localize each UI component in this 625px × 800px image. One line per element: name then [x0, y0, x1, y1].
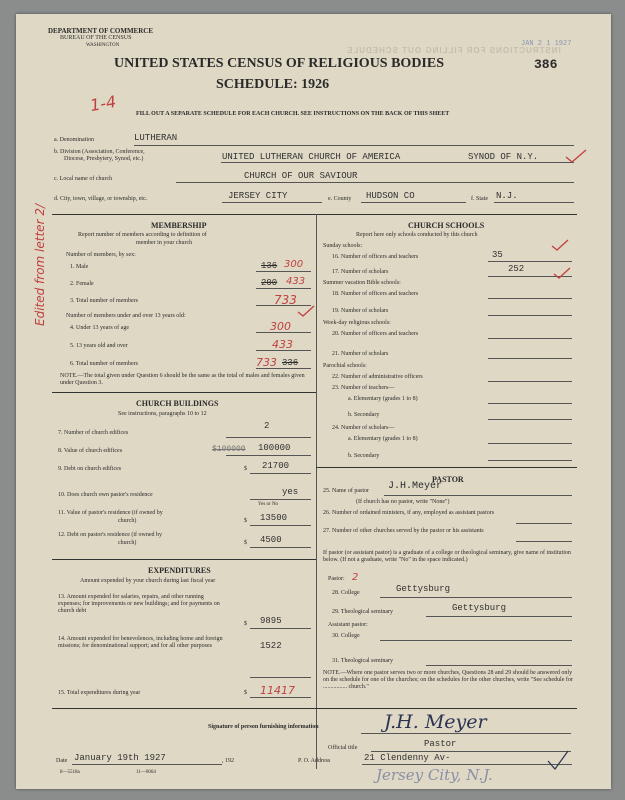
q13-dollar: $ [244, 621, 247, 627]
q18-label: 18. Number of officers and teachers [332, 291, 419, 297]
q29-label: 29. Theological seminary [332, 609, 394, 615]
q25-label: 25. Name of pastor [323, 488, 369, 494]
city-label: d. City, town, village, or township, etc. [54, 196, 148, 202]
pastor-sub-label: Pastor: [328, 576, 345, 582]
division-label: b. Division (Association, Conference, [54, 149, 145, 155]
county-label: e. County [328, 196, 352, 202]
q14-label: 14. Amount expended for benevolences, including home and foreign missions; for denominational support; and for all other purposes [58, 636, 223, 649]
q1-corrected: 300 [284, 259, 304, 270]
doc-number: 386 [534, 57, 558, 72]
schools-intro: Report here only schools conducted by this church [356, 232, 478, 238]
q13-label: 13. Amount expended for salaries, repairs, and other running expenses; for improvements or new buildings; and for payments on church debt [58, 594, 220, 614]
q6-label: 6. Total number of members [70, 361, 138, 367]
schedule-title: SCHEDULE: 1926 [216, 77, 330, 92]
membership-intro: Report number of members according to definition of [78, 232, 207, 238]
q31-label: 31. Theological seminary [332, 658, 394, 664]
q12-value: 4500 [260, 535, 282, 545]
q10-value: yes [282, 487, 299, 497]
margin-mark: 1-4 [88, 91, 118, 116]
state-value: N.J. [496, 191, 518, 201]
q23b-label: b. Secondary [348, 412, 380, 418]
q9-dollar: $ [244, 466, 247, 472]
assistant-pastor-label: Assistant pastor: [328, 622, 368, 628]
local-name-value: CHURCH OF OUR SAVIOUR [244, 171, 358, 181]
parochial-schools-label: Parochial schools: [323, 363, 367, 369]
q28-value: Gettysburg [396, 584, 451, 594]
city: WASHINGTON [86, 43, 120, 48]
pastor-heading: PASTOR [432, 475, 464, 484]
q6-original: 336 [282, 358, 299, 368]
state-label: f. State [471, 196, 488, 202]
pastor-red-mark: 2 [352, 572, 359, 583]
signature-label: Signature of person furnishing information [208, 724, 319, 730]
q4-value: 300 [270, 320, 291, 333]
q11-dollar: $ [244, 518, 247, 524]
date-suffix: , 192 [222, 758, 234, 764]
date-label: Date [56, 758, 68, 764]
q13-value: 9895 [260, 616, 282, 626]
form-number: 8—5518a [60, 770, 80, 775]
q29-value: Gettysburg [452, 603, 507, 613]
by-sex-label: Number of members, by sex: [66, 252, 136, 258]
received-stamp: JAN 2 1 1927 [521, 40, 572, 48]
q27-label: 27. Number of other churches served by the pastor or his assistants [323, 528, 484, 534]
form-number-2: 11—0064 [136, 770, 156, 775]
check-mark-icon [564, 148, 588, 164]
bleed-through-text: INSTRUCTIONS FOR FILLING OUT SCHEDULE [346, 46, 561, 55]
q9-label: 9. Debt on church edifices [58, 466, 122, 472]
po-address-value: 21 Clendenny Av- [364, 753, 451, 763]
q12-dollar: $ [244, 540, 247, 546]
q16-label: 16. Number of officers and teachers [332, 254, 419, 260]
date-value: January 19th 1927 [74, 753, 166, 763]
q25-value: J.H.Meyer [388, 481, 443, 492]
q7-value: 2 [264, 421, 270, 431]
county-value: HUDSON CO [366, 191, 415, 201]
q6-corrected: 733 [256, 356, 277, 369]
q11-label: 11. Value of pastor's residence (if owned by [58, 510, 163, 516]
q3-label: 3. Total number of members [70, 298, 138, 304]
q15-value: 11417 [260, 684, 295, 697]
bureau: BUREAU OF THE CENSUS [60, 35, 132, 41]
q2-corrected: 433 [286, 276, 306, 287]
weekday-schools-label: Week-day religious schools: [323, 320, 391, 326]
q15-label: 15. Total expenditures during year [58, 690, 141, 696]
division-label-2: Diocese, Presbytery, Synod, etc.) [64, 156, 144, 162]
q9-value: 21700 [262, 461, 290, 471]
q8-value: 100000 [258, 443, 291, 453]
check-mark-icon [296, 304, 316, 318]
q10-label: 10. Does church own pastor's residence [58, 492, 153, 498]
q8-original: $100000 [212, 445, 246, 454]
department: DEPARTMENT OF COMMERCE [48, 27, 154, 35]
q25-note: (If church has no pastor, write "None") [356, 499, 450, 505]
q24a-label: a. Elementary (grades 1 to 8) [348, 436, 418, 442]
q17-value: 252 [508, 264, 525, 274]
membership-heading: MEMBERSHIP [151, 221, 207, 230]
q4-label: 4. Under 13 years of age [70, 325, 129, 331]
q5-value: 433 [272, 338, 293, 351]
q30-label: 30. College [332, 633, 360, 639]
city-value: JERSEY CITY [228, 191, 288, 201]
q1-original: 136 [261, 261, 278, 271]
form-title: UNITED STATES CENSUS OF RELIGIOUS BODIES [114, 56, 445, 71]
membership-note: NOTE.—The total given under Question 6 should be the same as the total of males and females given under Question 3. [60, 373, 305, 386]
membership-intro-2: member in your church [136, 240, 193, 246]
summer-schools-label: Summer vacation Bible schools: [323, 280, 401, 286]
official-title-value: Pastor [424, 739, 457, 749]
q7-label: 7. Number of church edifices [58, 430, 129, 436]
q12-label: 12. Debt on pastor's residence (if owned by [58, 532, 163, 538]
denomination-label: a. Denomination [54, 137, 94, 143]
check-mark-icon [546, 749, 570, 771]
local-name-label: c. Local name of church [54, 176, 113, 182]
q21-label: 21. Number of scholars [332, 351, 389, 357]
q11-value: 13500 [260, 513, 288, 523]
buildings-intro: See instructions, paragraphs 10 to 12 [118, 411, 207, 417]
q12-label-2: church) [118, 540, 137, 546]
q5-label: 5. 13 years old and over [70, 343, 128, 349]
q19-label: 19. Number of scholars [332, 308, 389, 314]
q24b-label: b. Secondary [348, 453, 380, 459]
q23-label: 23. Number of teachers— [332, 385, 395, 391]
q15-dollar: $ [244, 690, 247, 696]
division-value: UNITED LUTHERAN CHURCH OF AMERICA [222, 152, 401, 162]
q24-label: 24. Number of scholars— [332, 425, 395, 431]
expenditures-heading: EXPENDITURES [148, 566, 211, 575]
signature-value: J.H. Meyer [384, 711, 487, 733]
division-value-synod: SYNOD OF N.Y. [468, 152, 539, 162]
q1-label: 1. Male [70, 264, 89, 270]
expenditures-intro: Amount expended by your church during last fiscal year [80, 578, 216, 584]
q17-label: 17. Number of scholars [332, 269, 389, 275]
q11-label-2: church) [118, 518, 137, 524]
check-mark-icon [550, 238, 570, 252]
schools-heading: CHURCH SCHOOLS [408, 221, 485, 230]
age-label: Number of members under and over 13 years old: [66, 313, 186, 319]
q20-label: 20. Number of officers and teachers [332, 331, 419, 337]
graduate-note: If pastor (or assistant pastor) is a graduate of a college or theological seminary, give name of institution below. (If not a graduate, write "No" in the space indicated.) [323, 550, 571, 563]
q2-label: 2. Female [70, 281, 94, 287]
check-mark-icon [552, 266, 572, 280]
q14-value: 1522 [260, 641, 282, 651]
buildings-heading: CHURCH BUILDINGS [136, 399, 219, 408]
margin-note: Edited from letter 2/ [33, 204, 47, 326]
yes-no-hint: Yes or No [258, 502, 279, 507]
sunday-schools-label: Sunday schools: [323, 243, 363, 249]
q16-value: 35 [492, 250, 503, 260]
q26-label: 26. Number of ordained ministers, if any, employed as assistant pastors [323, 510, 495, 516]
po-address-label: P. O. Address [298, 758, 331, 764]
q8-label: 8. Value of church edifices [58, 448, 123, 454]
official-title-label: Official title [328, 745, 358, 751]
q28-label: 28. College [332, 590, 360, 596]
po-address-handwritten: Jersey City, N.J. [376, 766, 493, 784]
q3-value: 733 [274, 293, 297, 307]
q23a-label: a. Elementary (grades 1 to 8) [348, 396, 418, 402]
instruction-line: FILL OUT A SEPARATE SCHEDULE FOR EACH CHURCH. SEE INSTRUCTIONS ON THE BACK OF THIS SHEET [136, 111, 450, 117]
pastor-note: NOTE.—Where one pastor serves two or more churches, Questions 28 and 29 should be answered only on the schedule for one of the churches; on the schedules for the other churches, write "See schedule for ................ church." [323, 670, 573, 690]
q2-original: 200 [261, 278, 278, 288]
denomination-value: LUTHERAN [134, 133, 178, 143]
q22-label: 22. Number of administrative officers [332, 374, 423, 380]
census-form-page [16, 14, 611, 789]
